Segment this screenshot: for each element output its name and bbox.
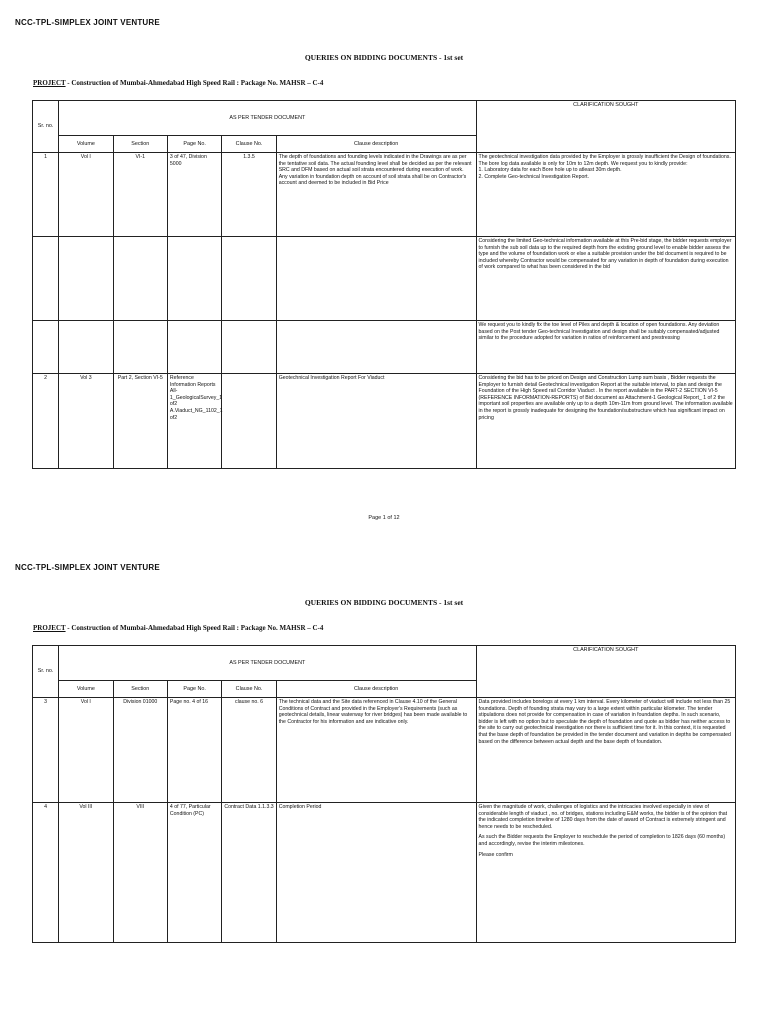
header-section: Section	[113, 136, 167, 153]
page-number: Page 1 of 12	[368, 515, 400, 521]
cell-description: The technical data and the Site data referenced in Clause 4.10 of the General Conditions of Contract and provided in the Employer's Requirements (such as geotechnical details, linear waterway for river bridges) has been made available to the Contractor for his information and are indicative only.	[276, 698, 476, 803]
document-title: QUERIES ON BIDDING DOCUMENTS - 1st set	[304, 53, 464, 62]
table-row	[33, 153, 736, 237]
cell-page: Page no. 4 of 16	[167, 698, 221, 803]
project-line	[33, 624, 323, 632]
clarification-paragraph: Given the magnitude of work, challenges of logistics and the intricacies involved especially in view of considerable length of viaduct , no. of bridges, stations including E&M works, the bidder is of the opinion that the indicated completion timeline of 1280 days from the date of award of Contract is extremely stringent and hence needs to be rescheduled.	[478, 804, 728, 830]
project-text: - Construction of Mumbai-Ahmedabad High Speed Rail : Package No. MAHSR – C-4	[65, 79, 324, 87]
cell-description	[276, 321, 476, 374]
cell-volume: Vol I	[59, 153, 113, 237]
cell-volume	[59, 321, 113, 374]
company-name: NCC-TPL-SIMPLEX JOINT VENTURE	[15, 563, 160, 572]
cell-clause: Contract Data 1.1.3.3	[222, 803, 276, 943]
table-row	[33, 237, 736, 321]
header-sr-no: Sr. no.	[33, 101, 59, 153]
cell-sr	[33, 237, 59, 321]
company-name: NCC-TPL-SIMPLEX JOINT VENTURE	[15, 18, 160, 27]
cell-section	[113, 321, 167, 374]
header-clarification: CLARIFICATION SOUGHT	[476, 101, 735, 153]
header-clause-no: Clause No.	[222, 681, 276, 698]
cell-clause	[222, 374, 276, 469]
table-row	[33, 321, 736, 374]
cell-page	[167, 321, 221, 374]
cell-description: Completion Period	[276, 803, 476, 943]
cell-clarification: The geotechnical investigation data provided by the Employer is grossly insufficient the Design of foundations. The bore log data available is only for 10m to 12m depth. We request you to kindly provide: 1. Laboratory data for each Bore hole up to atleast 30m depth. 2. Complete Geo-technical Investigation Report.	[476, 153, 735, 237]
cell-section	[113, 237, 167, 321]
cell-description	[276, 237, 476, 321]
cell-sr: 1	[33, 153, 59, 237]
project-text: - Construction of Mumbai-Ahmedabad High Speed Rail : Package No. MAHSR – C-4	[65, 624, 324, 632]
cell-section: VIII	[113, 803, 167, 943]
cell-volume: Vol III	[59, 803, 113, 943]
cell-sr: 4	[33, 803, 59, 943]
cell-sr	[33, 321, 59, 374]
cell-clarification: We request you to kindly fix the toe level of Piles and depth & location of open foundations. Any deviation based on the Post tender Geo-technical Investigation and design shall be suitably compensated/adjusted similar to the procedure adopted for variation in ratios of reinforcement and prestressing	[476, 321, 735, 374]
cell-page: 4 of 77, Particular Condition (PC)	[167, 803, 221, 943]
cell-description: Geotechnical Investigation Report For Viaduct	[276, 374, 476, 469]
header-page-no: Page No.	[167, 136, 221, 153]
cell-page: 3 of 47, Division 5000	[167, 153, 221, 237]
cell-volume	[59, 237, 113, 321]
cell-clarification: Data provided includes borelogs at every 1 km interval. Every kilometer of viaduct will include not less than 25 foundations. Depth of founding strata may vary to a large extent within particular kilometer. The tender stipulations does not provide for compensation in case of variation in foundation depths. In such scenario, bidder is left with no option but to speculate the depth of foundation and quote as bidder has neither access to the site to carry out geotechnical investigation nor there is sufficient time for it. In this context, it is requested that the base depth of foundation be provided in the tender document and variation in depths be compensated based on the difference between actual depth and the base depth of foundation.	[476, 698, 735, 803]
project-label: PROJECT	[33, 79, 66, 87]
header-sr-no: Sr. no.	[33, 646, 59, 698]
cell-volume: Vol I	[59, 698, 113, 803]
project-label: PROJECT	[33, 624, 66, 632]
cell-clarification	[476, 803, 735, 943]
cell-section: Division 01000	[113, 698, 167, 803]
cell-volume: Vol 3	[59, 374, 113, 469]
queries-table-page-2	[32, 645, 736, 943]
cell-sr: 3	[33, 698, 59, 803]
document-title: QUERIES ON BIDDING DOCUMENTS - 1st set	[304, 598, 464, 607]
header-volume: Volume	[59, 136, 113, 153]
cell-description: The depth of foundations and founding levels indicated in the Drawings are as per the tentative soil data. The actual founding level shall be decided as per the relevant SRC and DFM based on actual soil strata encountered during execution of work. Any variation in foundation depth on account of soil strata shall be on Contractor's account and deemed to be included in Bid Price	[276, 153, 476, 237]
cell-section: Part 2, Section VI-5	[113, 374, 167, 469]
cell-section: VI-1	[113, 153, 167, 237]
header-clause-description: Clause description	[276, 136, 476, 153]
header-volume: Volume	[59, 681, 113, 698]
table-row	[33, 803, 736, 943]
cell-clarification: Considering the limited Geo-technical information available at this Pre-bid stage, the bidder requests employer to furnish the sub soil data up to the required depth from the existing ground level to enable bidder assess the type and the volume of foundation work or else a suitable provision under the bid document is required to be included whereby Contractor would be compensated for any variation in depth of foundation during execution of work compared to what has been considered in the bid	[476, 237, 735, 321]
cell-clause: clause no. 6	[222, 698, 276, 803]
cell-clause: 1.3.5	[222, 153, 276, 237]
cell-clarification: Considering the bid has to be priced on Design and Construction Lump sum basis , Bidder requests the Employer to furnish detail Geotechnical investigation Report at the suitable interval, to plan and design the Foundation of the High Speed rail Corridor Viaduct . In the report available in the PART-2 SECTION VI-5 (REFERENCE INFORMATION-REPORTS) of Bid document as Attachment-1 Geological Report_ 1 of 2 the important soil properties are available only up to a depth 10m-11m from ground level. The information available in the report is grossly inadequate for designing the foundation/substructure which has significant impact on pricing	[476, 374, 735, 469]
cell-clause	[222, 237, 276, 321]
header-as-per-tender: AS PER TENDER DOCUMENT	[59, 646, 476, 681]
header-page-no: Page No.	[167, 681, 221, 698]
clarification-paragraph: Please confirm	[478, 851, 513, 858]
cell-clause	[222, 321, 276, 374]
header-clause-description: Clause description	[276, 681, 476, 698]
queries-table-page-1	[32, 100, 736, 469]
table-row	[33, 374, 736, 469]
table-row	[33, 698, 736, 803]
cell-page: Reference Information Reports All-1_GeologicalSurvey_1 of2 A.Viaduct_NG_1102_1 of2	[167, 374, 221, 469]
clarification-paragraph: As such the Bidder requests the Employer to reschedule the period of completion to 1826 days (60 months) and accordingly, revise the interim milestones.	[478, 834, 726, 847]
cell-sr: 2	[33, 374, 59, 469]
project-line	[33, 79, 323, 87]
header-clause-no: Clause No.	[222, 136, 276, 153]
header-clarification: CLARIFICATION SOUGHT	[476, 646, 735, 698]
cell-page	[167, 237, 221, 321]
header-section: Section	[113, 681, 167, 698]
header-as-per-tender: AS PER TENDER DOCUMENT	[59, 101, 476, 136]
